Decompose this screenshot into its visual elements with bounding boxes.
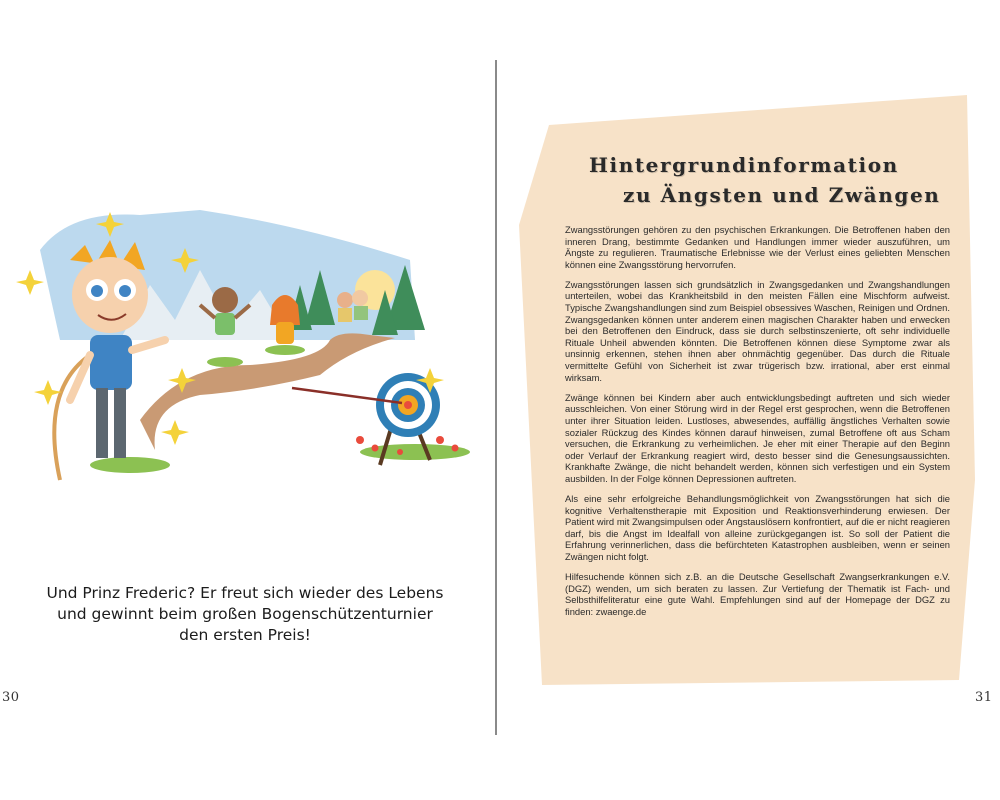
paragraph: Zwänge können bei Kindern aber auch entwicklungsbedingt auftreten und sich wieder ausschleichen. Von einer Störung wird in der Regel erst gesprochen, wenn die Betroffenen unter ihrer Situation leiden. Lustloses, abwesendes, auffällig ängstliches Verhalten sowie sozialer Rückzug des Kindes können darauf hinweisen, zumal Betroffene oft aus Scham versuchen, die Erkrankung zu verheimlichen. Je eher mit einer Therapie auf den Beginn oder Verlauf der Erkrankung reagiert wird, desto besser sind die Genesungsaussichten. Krankhafte Zwänge, die nicht behandelt werden, können sich verfestigen und ein System ausbilden. In der Folge können Depressionen auftreten. [565,391,950,484]
paragraph: Zwangsstörungen lassen sich grundsätzlich in Zwangsgedanken und Zwangshandlungen unterteilen, wobei das Krankheitsbild in den meisten Fällen eine Mischform aufweist. Typische Zwangshandlungen sind zum Beispiel obsessives Waschen, Reinigen und Ordnen. Zwangsgedanken können unter anderem einen magischen Charakter haben und erwecken bei den Betroffenen den Eindruck, dass sie durch selbstinszenierte, oft sehr individuelle Rituale Unheil abwenden könnten. Die Betroffenen können diese Symptome zwar als unsinnig erkennen, stehen ihnen aber ohnmächtig gegenüber. Das durch die Rituale vermittelte Gefühl von Sicherheit ist zwar trügerisch bzw. irrational, aber erst einmal wirksam. [565,278,950,383]
heading-line-1: Hintergrundinformation [589,153,899,177]
archery-illustration [0,190,495,500]
right-page [497,0,1000,800]
story-caption [20,583,470,646]
paragraph: Als eine sehr erfolgreiche Behandlungsmöglichkeit von Zwangsstörungen hat sich die kognitive Verhaltenstherapie mit Exposition und Reaktionsverhinderung erwiesen. Der Patient wird mit Zwangsimpulsen oder Angstauslösern konfrontiert, auf die er nicht reagieren darf, bis die Angst im Idealfall von alleine zurückgegangen ist. So soll der Patient die Erfahrung verinnerlichen, dass die befürchteten Katastrophen ausbleiben, wenn er seinen Zwängen nicht folgt. [565,492,950,562]
heading-line-2: zu Ängsten und Zwängen [623,183,941,207]
caption-line: und gewinnt beim großen Bogenschützenturnier [57,605,433,623]
paragraph: Hilfesuchende können sich z.B. an die Deutsche Gesellschaft Zwangserkrankungen e.V. (DGZ) wenden, um sich beraten zu lassen. Zur Vertiefung der Thematik ist Fach- und Selbsthilfeliteratur eine gute Wahl. Empfehlungen sind auf der Homepage der DGZ zu finden: zwaenge.de [565,571,950,617]
info-body [565,224,950,626]
caption-line: Und Prinz Frederic? Er freut sich wieder des Lebens [46,584,444,602]
page-number-left: 30 [2,690,20,705]
info-heading [589,150,989,210]
page-number-right: 31 [975,690,993,705]
left-page [0,0,495,800]
caption-line: den ersten Preis! [179,626,311,644]
paragraph: Zwangsstörungen gehören zu den psychischen Erkrankungen. Die Betroffenen haben den inneren Drang, bestimmte Gedanken und Handlungen immer wieder auszuführen, um Ängste zu regulieren. Traumatische Erlebnisse wie der Verlust eines geliebten Menschen können eine Zwangsstörung hervorrufen. [565,224,950,270]
